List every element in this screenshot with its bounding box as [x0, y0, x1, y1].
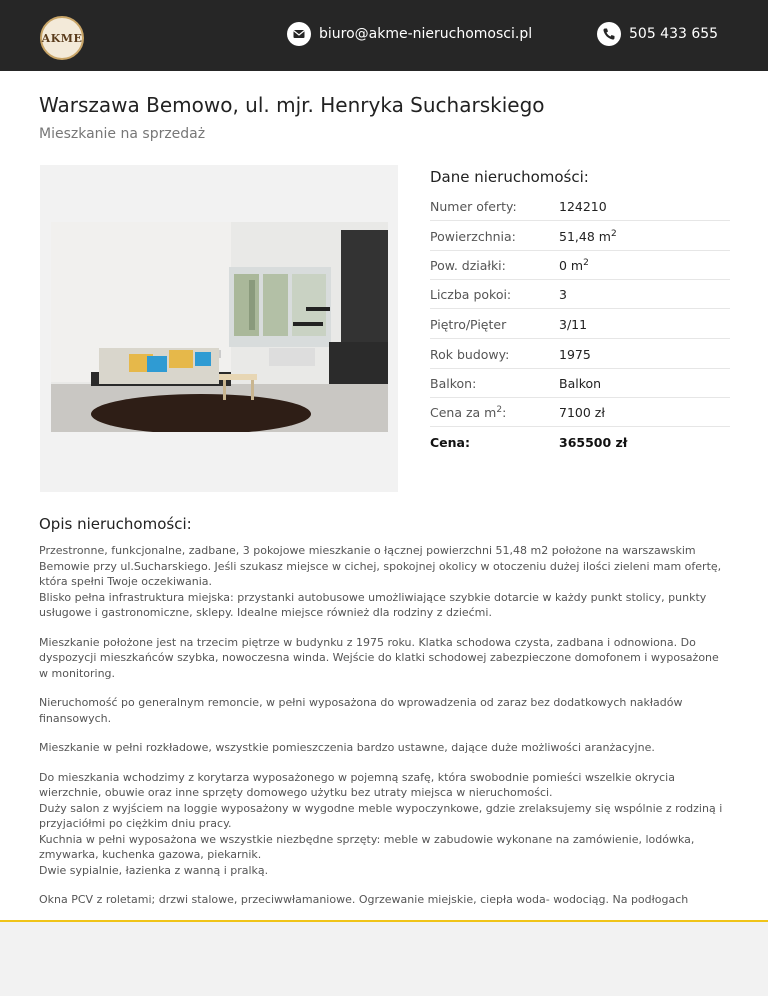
property-label: Pow. działki:: [430, 258, 506, 273]
envelope-icon: [287, 22, 311, 46]
email-contact[interactable]: [287, 22, 532, 46]
phone-link[interactable]: 505 433 655: [629, 26, 719, 42]
property-row: [430, 250, 730, 280]
property-row: [430, 309, 730, 339]
apartment-photo[interactable]: [51, 222, 388, 432]
property-value: 124210: [559, 199, 607, 214]
phone-icon: [597, 22, 621, 46]
property-value: 3/11: [559, 317, 588, 332]
description-paragraph: Nieruchomość po generalnym remoncie, w pełni wyposażona do wprowadzenia od zaraz bez dodatkowych nakładów finansowych.: [39, 696, 683, 725]
property-row: [430, 339, 730, 369]
property-label: Cena za $m^2$:: [430, 405, 507, 421]
property-row: [430, 221, 730, 251]
property-value: 51,48 $m^2$: [559, 229, 617, 245]
property-label: Balkon:: [430, 376, 477, 391]
property-label: Piętro/Pięter: [430, 317, 507, 332]
property-row: [430, 427, 730, 456]
listing-subtitle: Mieszkanie na sprzedaż: [39, 126, 206, 142]
listing-title: Warszawa Bemowo, ul. mjr. Henryka Sucharskiego: [39, 93, 545, 117]
photo-panel: [40, 165, 398, 492]
property-value: 3: [559, 287, 567, 302]
akme-logo[interactable]: [40, 16, 84, 60]
property-label: Rok budowy:: [430, 347, 510, 362]
phone-contact[interactable]: [597, 22, 718, 46]
property-value: 0 $m^2$: [559, 258, 589, 274]
property-row: [430, 397, 730, 427]
description-text: [39, 543, 729, 922]
description-paragraph: Mieszkanie położone jest na trzecim piętrze w budynku z 1975 roku. Klatka schodowa czysta, zadbana i odnowiona. Do dyspozycji mieszkańców szybka, nowoczesna winda. Wejście do klatki schodowej zabezpieczone domofonem i wyposażone w monitoring.: [39, 635, 719, 680]
logo-text: AKME: [41, 31, 83, 45]
property-value: 7100 zł: [559, 405, 605, 420]
property-value: 1975: [559, 347, 591, 362]
footer: [0, 920, 768, 996]
description-heading: Opis nieruchomości:: [39, 515, 192, 533]
property-label: Cena:: [430, 435, 470, 450]
email-link[interactable]: biuro@akme-nieruchomosci.pl: [319, 26, 533, 42]
description-paragraph: Przestronne, funkcjonalne, zadbane, 3 pokojowe mieszkanie o łącznej powierzchni 51,48 m2 położone na warszawskim Bemowie przy ul.Sucharskiego. Jeśli szukasz miejsce w cichej, spokojnej okolicy w otoczeniu dużej ilości zieleni mam ofertę, która spełni Twoje oczekiwania. Blisko pełna infrastruktura miejska: przystanki autobusowe umożliwiające szybkie dotarcie w każdy punkt stolicy, punkty usługowe i gastronomiczne, sklepy. Idealne miejsce również dla rodziny z dziećmi.: [39, 544, 722, 619]
description-paragraph: Do mieszkania wchodzimy z korytarza wyposażonego w pojemną szafę, która swobodnie pomieści wszelkie okrycia wierzchnie, obuwie oraz inne sprzęty domowego użytku bez utraty miejsca w nieruchomości. Duży salon z wyjściem na loggie wyposażony w wygodne meble wypoczynkowe, gdzie zrelaksujemy się wspólnie z rodziną i przyjaciółmi po ciężkim dniu pracy. Kuchnia w pełni wyposażona we wszystkie niezbędne sprzęty: meble w zabudowie wykonane na zamówienie, lodówka, zmywarka, kuchenka gazowa, piekarnik. Dwie sypialnie, łazienka z wanną i pralką.: [39, 770, 723, 877]
properties-heading: Dane nieruchomości:: [430, 168, 589, 186]
description-paragraph: Mieszkanie w pełni rozkładowe, wszystkie pomieszczenia bardzo ustawne, dające duże możliwości aranżacyjne.: [39, 741, 655, 754]
property-value: Balkon: [559, 376, 602, 391]
property-row: [430, 191, 730, 221]
description-paragraph: Okna PCV z roletami; drzwi stalowe, przeciwwłamaniowe. Ogrzewanie miejskie, ciepła woda- wodociąg. Na podłogach: [39, 893, 689, 906]
property-label: Numer oferty:: [430, 199, 517, 214]
property-value: 365500 zł: [559, 435, 628, 450]
property-row: [430, 368, 730, 398]
property-row: [430, 279, 730, 309]
top-bar: [0, 0, 768, 71]
property-label: Powierzchnia:: [430, 229, 516, 244]
property-label: Liczba pokoi:: [430, 287, 512, 302]
